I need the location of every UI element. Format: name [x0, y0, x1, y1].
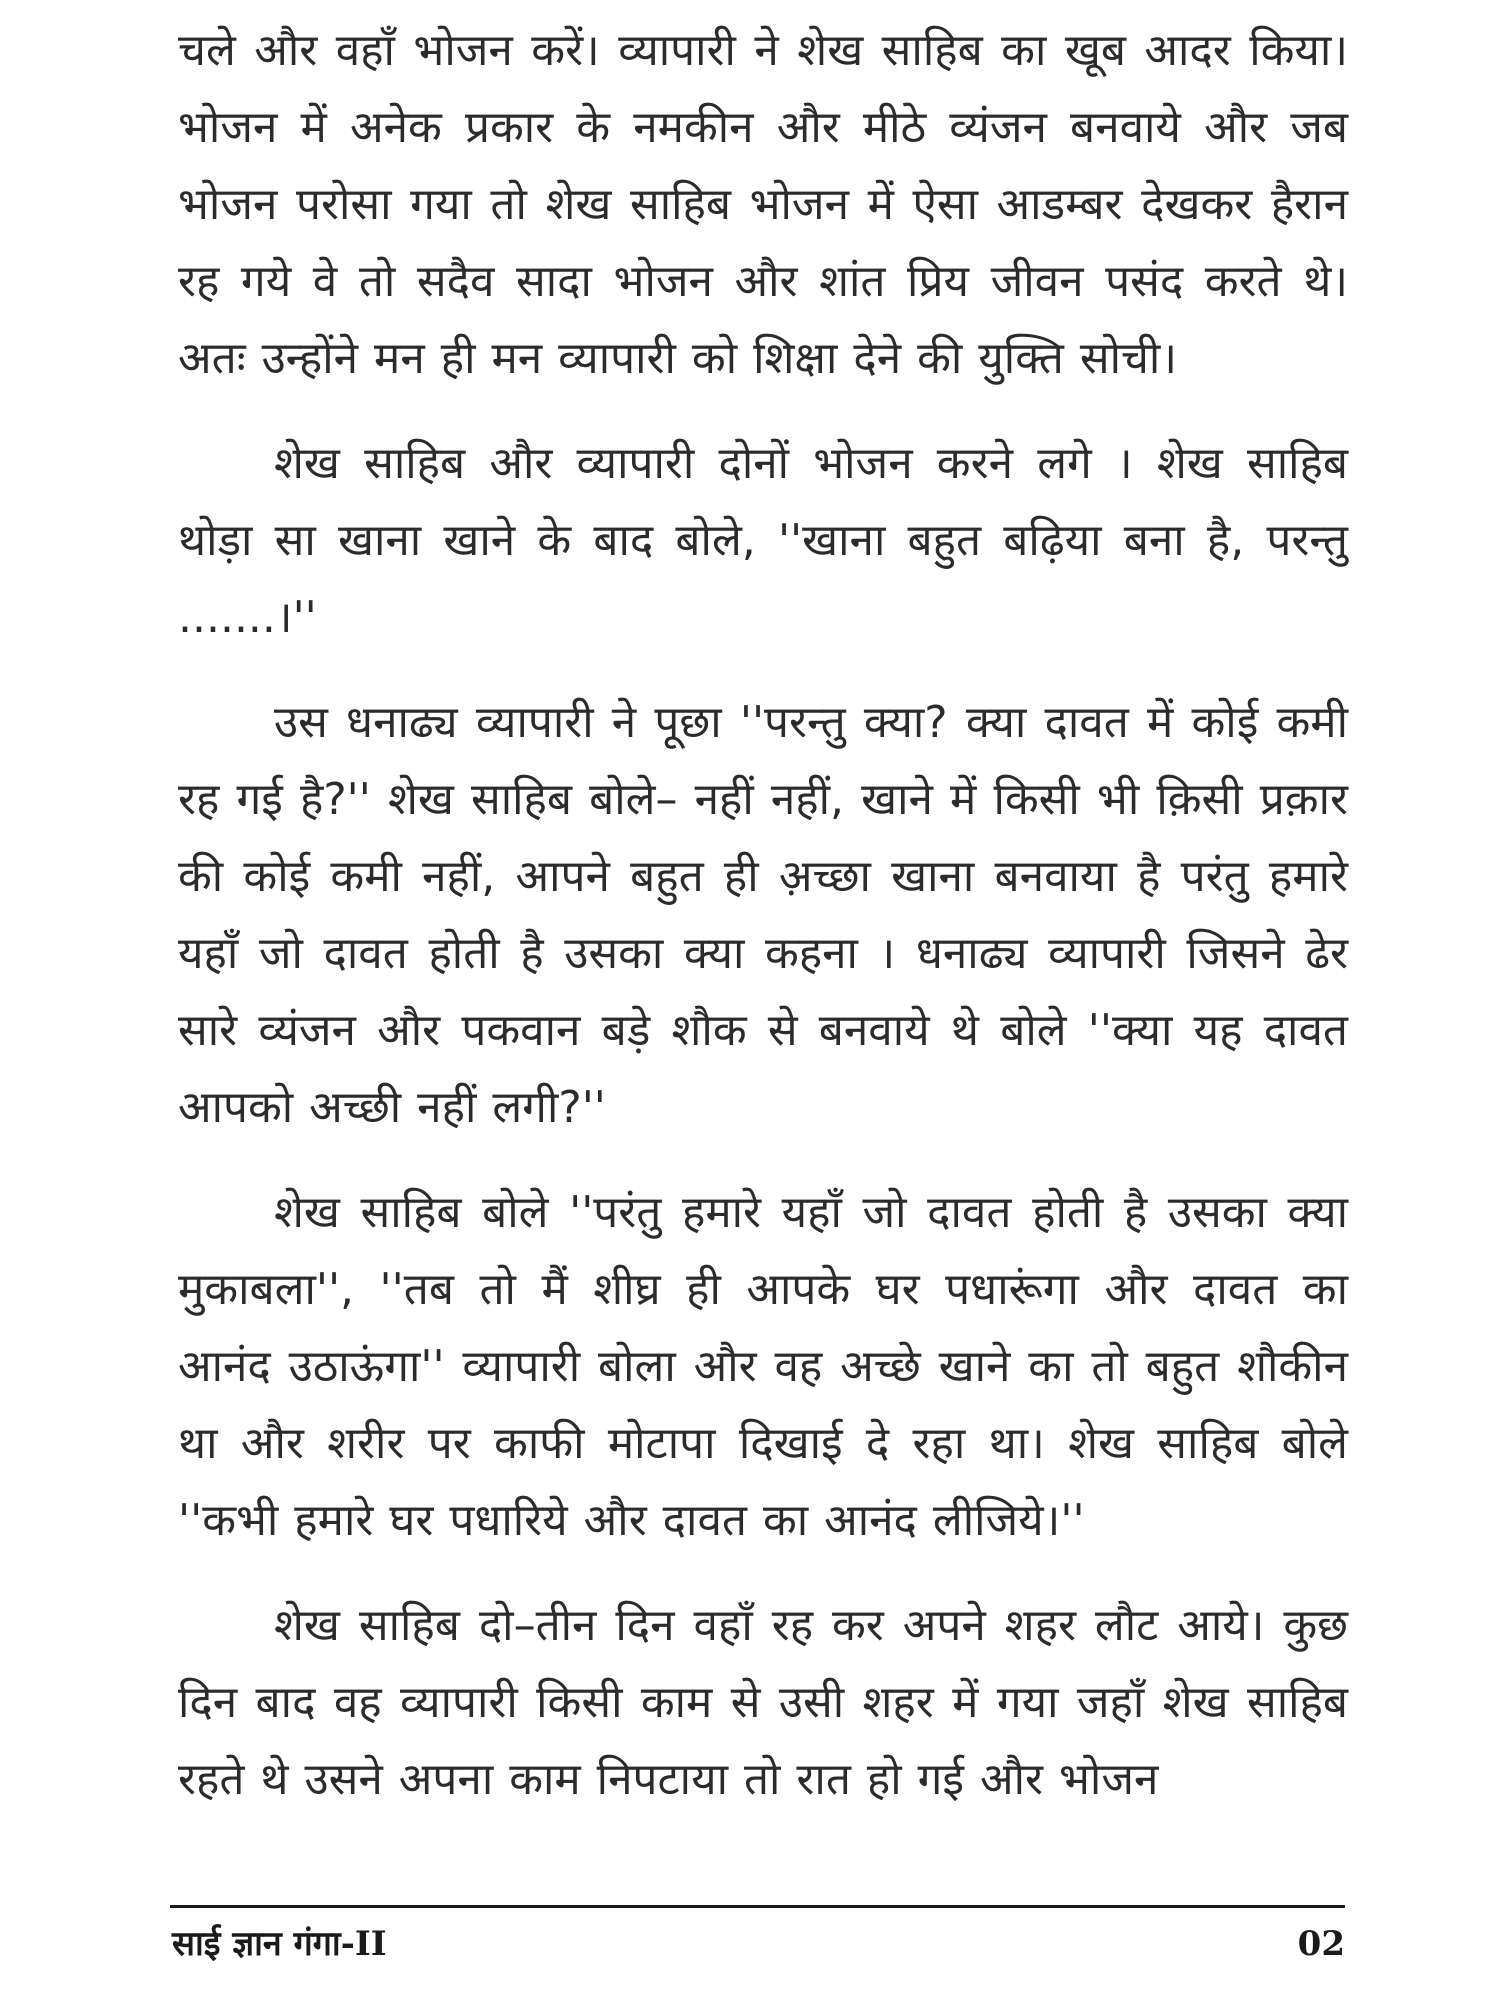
footer-book-title: साई ज्ञान गंगा-II [172, 1924, 387, 1964]
paragraph-5: शेख साहिब दो–तीन दिन वहाँ रह कर अपने शहर लौट आये। कुछ दिन बाद वह व्यापारी किसी काम से उसी शहर में गया जहाँ शेख साहिब रहते थे उसने अपना काम निपटाया तो रात हो गई और भोजन [178, 1600, 1348, 1805]
paragraph-2: शेख साहिब और व्यापारी दोनों भोजन करने लगे । शेख साहिब थोड़ा सा खाना खाने के बाद बोले, ''खाना बहुत बढ़िया बना है, परन्तु .......।'' [178, 438, 1348, 643]
paragraph-gap [178, 397, 1348, 425]
paragraph-4: शेख साहिब बोले ''परंतु हमारे यहाँ जो दावत होती है उसका क्या मुकाबला'', ''तब तो मैं शीघ्र ही आपके घर पधारूंगा और दावत का आनंद उठाऊंगा'' व्यापारी बोला और वह अच्छे खाने का तो बहुत शौकीन था और शरीर पर काफी मोटापा दिखाई दे रहा था। शेख साहिब बोले ''कभी हमारे घर पधारिये और दावत का आनंद लीजिये।'' [178, 1187, 1348, 1546]
paragraph-1: चले और वहाँ भोजन करें। व्यापारी ने शेख साहिब का खूब आदर किया। भोजन में अनेक प्रकार के नमकीन और मीठे व्यंजन बनवाये और जब भोजन परोसा गया तो शेख साहिब भोजन में ऐसा आडम्बर देखकर हैरान रह गये वे तो सदैव सादा भोजन और शांत प्रिय जीवन पसंद करते थे। अतः उन्होंने मन ही मन व्यापारी को शिक्षा देने की युक्ति सोची। [178, 25, 1348, 384]
paragraph-gap [178, 656, 1348, 684]
body-text [178, 12, 1348, 1818]
paragraph-gap [178, 1559, 1348, 1587]
paragraph-3: उस धनाढ्य व्यापारी ने पूछा ''परन्तु क्या? क्या दावत में कोई कमी रह गई है?'' शेख साहिब बोले– नहीं नहीं, खाने में किसी भी क़िसी प्रक़ार की कोई कमी नहीं, आपने बहुत ही अ़च्छा खाना बनवाया है परंतु हमारे यहाँ जो दावत होती है उसका क्या कहना । धनाढ्य व्यापारी जिसने ढेर सारे व्यंजन और पकवान बड़े शौक से बनवाये थे बोले ''क्या यह दावत आपको अच्छी नहीं लगी?'' [178, 697, 1348, 1133]
footer-page-number: 02 [1297, 1924, 1345, 1964]
footer-divider [170, 1905, 1345, 1908]
paragraph-gap [178, 1146, 1348, 1174]
